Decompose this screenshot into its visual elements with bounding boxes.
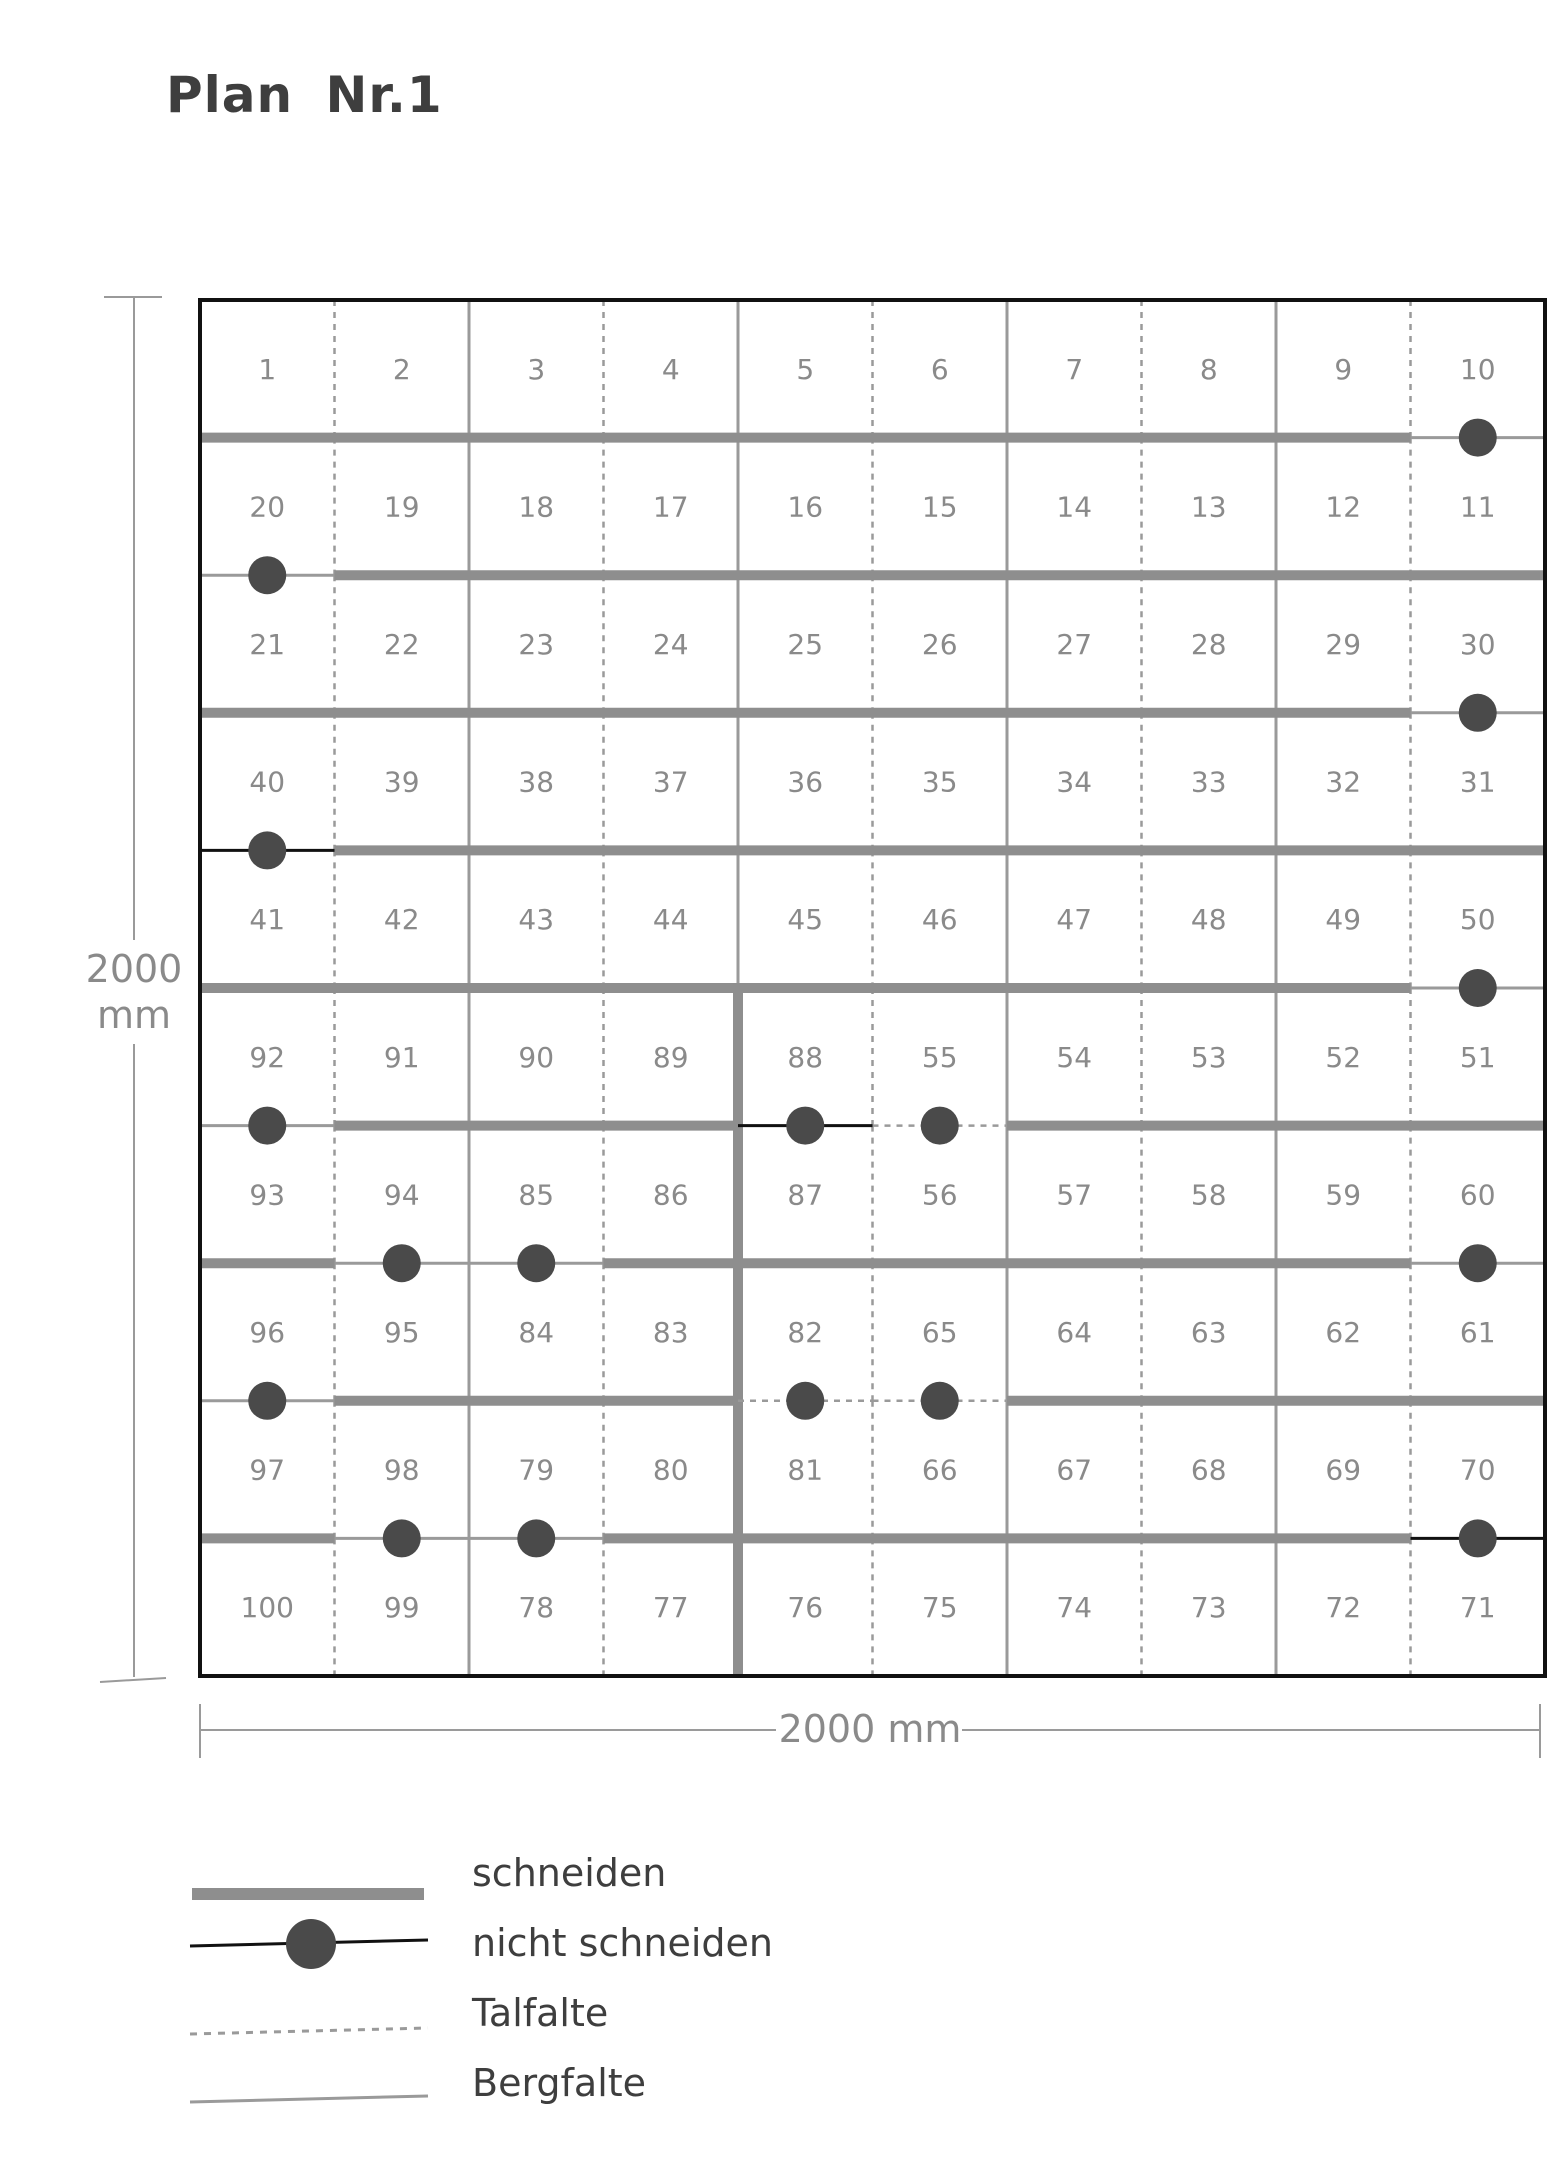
no-cut-dot <box>1459 1244 1497 1282</box>
cell-label: 83 <box>652 1316 689 1349</box>
cell-label: 54 <box>1056 1040 1093 1074</box>
cell-label: 87 <box>787 1178 824 1212</box>
width-label: 2000 mm <box>778 1707 962 1751</box>
cell-label: 52 <box>1325 1040 1362 1074</box>
cell-label: 25 <box>787 628 824 661</box>
cell-label: 28 <box>1190 628 1227 661</box>
dim-tick-bottom <box>100 1678 166 1682</box>
cell-label: 40 <box>249 765 286 799</box>
cell-label: 72 <box>1325 1591 1362 1625</box>
cell-label: 73 <box>1190 1591 1227 1625</box>
cell-label: 82 <box>787 1316 824 1349</box>
height-dimension <box>86 297 183 1682</box>
no-cut-dot <box>786 1107 824 1145</box>
cell-label: 1 <box>258 352 277 386</box>
cell-label: 57 <box>1056 1178 1093 1212</box>
cell-label: 44 <box>652 903 689 937</box>
no-cut-dot <box>517 1519 555 1557</box>
cell-label: 88 <box>787 1040 824 1074</box>
cell-label: 49 <box>1325 903 1362 937</box>
cell-label: 47 <box>1056 903 1093 937</box>
cell-label: 71 <box>1459 1591 1496 1625</box>
cell-label: 81 <box>787 1453 824 1487</box>
legend-no-cut-label: nicht schneiden <box>472 1921 773 1965</box>
no-cut-dot <box>248 1382 286 1420</box>
cell-label: 70 <box>1459 1453 1496 1487</box>
cell-label: 95 <box>383 1316 420 1349</box>
cell-label: 61 <box>1459 1316 1496 1349</box>
no-cut-dot <box>1459 969 1497 1007</box>
cell-label: 99 <box>383 1591 420 1625</box>
cell-label: 68 <box>1190 1453 1227 1487</box>
cell-label: 3 <box>527 352 546 386</box>
cell-label: 89 <box>652 1040 689 1074</box>
cell-label: 48 <box>1190 903 1227 937</box>
cell-label: 66 <box>921 1453 958 1487</box>
cell-label: 84 <box>518 1316 555 1349</box>
cell-label: 13 <box>1190 490 1227 524</box>
cell-label: 74 <box>1056 1591 1093 1625</box>
cell-label: 37 <box>652 765 689 799</box>
cell-label: 59 <box>1325 1178 1362 1212</box>
cell-label: 98 <box>383 1453 420 1487</box>
cell-label: 5 <box>796 352 815 386</box>
cell-label: 67 <box>1056 1453 1093 1487</box>
height-value: 2000 <box>85 947 183 991</box>
cell-label: 63 <box>1190 1316 1227 1349</box>
cell-label: 90 <box>518 1040 555 1074</box>
cell-label: 94 <box>383 1178 420 1212</box>
cell-label: 35 <box>921 765 958 799</box>
cell-label: 75 <box>921 1591 958 1625</box>
cell-label: 76 <box>787 1591 824 1625</box>
no-cut-dot <box>1459 1519 1497 1557</box>
no-cut-dot <box>248 556 286 594</box>
no-cut-dot <box>921 1382 959 1420</box>
no-cut-dot <box>786 1382 824 1420</box>
cell-label: 38 <box>518 765 555 799</box>
cell-label: 18 <box>518 490 555 524</box>
cell-label: 34 <box>1056 765 1093 799</box>
cell-label: 41 <box>249 903 286 937</box>
legend-mountain-swatch <box>190 2096 428 2102</box>
cell-label: 15 <box>921 490 958 524</box>
cell-label: 78 <box>518 1591 555 1625</box>
cell-label: 55 <box>921 1040 958 1074</box>
cell-label: 8 <box>1199 352 1218 386</box>
cell-label: 9 <box>1334 352 1353 386</box>
cell-label: 69 <box>1325 1453 1362 1487</box>
cell-label: 20 <box>249 490 286 524</box>
cell-label: 79 <box>518 1453 555 1487</box>
cell-label: 11 <box>1459 490 1496 524</box>
cell-label: 93 <box>249 1178 286 1212</box>
cell-label: 45 <box>787 903 824 937</box>
cell-label: 43 <box>518 903 555 937</box>
legend-valley-label: Talfalte <box>472 1991 609 2035</box>
cell-label: 17 <box>652 490 689 524</box>
legend-valley-swatch <box>190 2028 428 2034</box>
cell-label: 50 <box>1459 903 1496 937</box>
cell-label: 33 <box>1190 765 1227 799</box>
cell-label: 7 <box>1065 352 1084 386</box>
cell-label: 22 <box>383 628 420 661</box>
cell-label: 100 <box>240 1591 294 1625</box>
cell-label: 23 <box>518 628 555 661</box>
cell-label: 30 <box>1459 628 1496 661</box>
cell-label: 27 <box>1056 628 1093 661</box>
cell-label: 26 <box>921 628 958 661</box>
cell-label: 51 <box>1459 1040 1496 1074</box>
cell-label: 64 <box>1056 1316 1093 1349</box>
no-cut-dot <box>248 1107 286 1145</box>
cell-label: 92 <box>249 1040 286 1074</box>
no-cut-dot <box>1459 694 1497 732</box>
no-cut-dot <box>1459 419 1497 457</box>
no-cut-dot <box>383 1519 421 1557</box>
cell-label: 2 <box>392 352 411 386</box>
cell-label: 42 <box>383 903 420 937</box>
cell-label: 60 <box>1459 1178 1496 1212</box>
cell-label: 91 <box>383 1040 420 1074</box>
cell-label: 4 <box>661 352 680 386</box>
width-dimension <box>200 1704 1540 1758</box>
cell-label: 31 <box>1459 765 1496 799</box>
cell-label: 85 <box>518 1178 555 1212</box>
height-unit: mm <box>96 993 172 1037</box>
cell-label: 12 <box>1325 490 1362 524</box>
legend-mountain-label: Bergfalte <box>472 2061 647 2105</box>
legend-cut-label: schneiden <box>472 1851 667 1895</box>
cell-label: 39 <box>383 765 420 799</box>
legend-no-cut-dot <box>286 1919 336 1969</box>
cell-label: 32 <box>1325 765 1362 799</box>
cell-label: 86 <box>652 1178 689 1212</box>
cell-label: 97 <box>249 1453 286 1487</box>
cell-label: 80 <box>652 1453 689 1487</box>
cell-label: 10 <box>1459 352 1496 386</box>
cell-label: 96 <box>249 1316 286 1349</box>
cell-label: 6 <box>930 352 949 386</box>
cell-label: 36 <box>787 765 824 799</box>
cell-label: 65 <box>921 1316 958 1349</box>
no-cut-dot <box>517 1244 555 1282</box>
plan-title: Plan Nr.1 <box>166 66 443 124</box>
cell-label: 77 <box>652 1591 689 1625</box>
no-cut-dot <box>921 1107 959 1145</box>
cell-label: 16 <box>787 490 824 524</box>
no-cut-dot <box>248 831 286 869</box>
cell-label: 56 <box>921 1178 958 1212</box>
cell-label: 24 <box>652 628 689 661</box>
legend <box>190 1851 773 2105</box>
cell-label: 14 <box>1056 490 1093 524</box>
cell-label: 29 <box>1325 628 1362 661</box>
cell-label: 21 <box>249 628 286 661</box>
cell-label: 19 <box>383 490 420 524</box>
cell-label: 53 <box>1190 1040 1227 1074</box>
cell-label: 62 <box>1325 1316 1362 1349</box>
cell-label: 58 <box>1190 1178 1227 1212</box>
cell-label: 46 <box>921 903 958 937</box>
no-cut-dot <box>383 1244 421 1282</box>
